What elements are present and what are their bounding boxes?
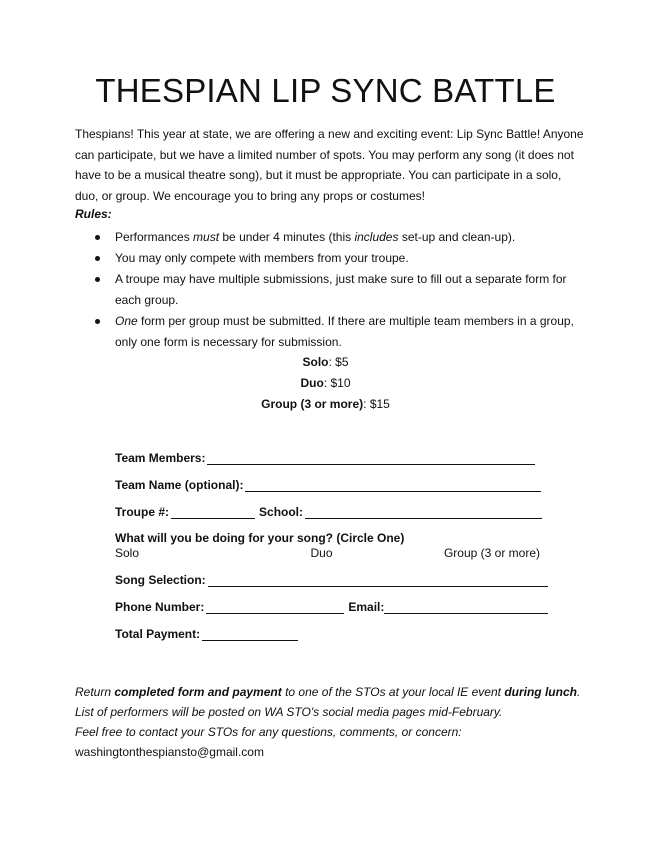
email-field[interactable] bbox=[384, 601, 548, 614]
rule-item: You may only compete with members from your troupe. bbox=[95, 248, 575, 269]
email-label: Email: bbox=[348, 600, 385, 614]
option-duo[interactable]: Duo bbox=[310, 546, 333, 560]
option-group[interactable]: Group (3 or more) bbox=[443, 546, 540, 560]
contact-email[interactable]: washingtonthespiansto@gmail.com bbox=[75, 745, 264, 759]
payment-field[interactable] bbox=[202, 628, 298, 641]
rule-item: Performances must be under 4 minutes (this includes set-up and clean-up). bbox=[95, 227, 575, 248]
song-row bbox=[115, 573, 548, 587]
phone-email-row bbox=[115, 600, 548, 614]
rules-heading: Rules: bbox=[75, 207, 112, 221]
phone-field[interactable] bbox=[206, 601, 344, 614]
price-list bbox=[0, 352, 651, 415]
price-solo: Solo: $5 bbox=[302, 355, 349, 369]
team-members-label: Team Members: bbox=[115, 451, 206, 465]
team-name-row bbox=[115, 478, 541, 492]
troupe-field[interactable] bbox=[171, 506, 255, 519]
footer-notes bbox=[75, 682, 595, 762]
price-group: Group (3 or more): $15 bbox=[261, 397, 390, 411]
footer-return-line: Return completed form and payment to one of the STOs at your local IE event during lunch. bbox=[75, 685, 581, 699]
song-label: Song Selection: bbox=[115, 573, 206, 587]
song-field[interactable] bbox=[208, 574, 548, 587]
school-field[interactable] bbox=[305, 506, 542, 519]
team-name-label: Team Name (optional): bbox=[115, 478, 244, 492]
phone-label: Phone Number: bbox=[115, 600, 205, 614]
option-solo[interactable]: Solo bbox=[115, 546, 140, 560]
team-members-row bbox=[115, 451, 535, 465]
troupe-school-row bbox=[115, 505, 542, 519]
circle-options bbox=[115, 546, 540, 560]
rule-item: A troupe may have multiple submissions, just make sure to fill out a separate form for each group. bbox=[95, 269, 575, 311]
footer-contact-line: Feel free to contact your STOs for any questions, comments, or concern: bbox=[75, 725, 462, 739]
circle-question: What will you be doing for your song? (Circle One) bbox=[115, 531, 405, 545]
page-title: THESPIAN LIP SYNC BATTLE bbox=[95, 72, 556, 109]
intro-paragraph: Thespians! This year at state, we are offering a new and exciting event: Lip Sync Battle! Anyone can participate, but we have a limited number of spots. You may perform any song (it does not have to be a musical theatre song), but it must be appropriate. You can participate in a solo, duo, or group. We encourage you to bring any props or costumes! bbox=[75, 127, 584, 203]
team-name-field[interactable] bbox=[245, 479, 541, 492]
price-duo: Duo: $10 bbox=[300, 376, 351, 390]
team-members-field[interactable] bbox=[207, 452, 535, 465]
troupe-label: Troupe #: bbox=[115, 505, 170, 519]
rules-list bbox=[95, 227, 575, 353]
payment-label: Total Payment: bbox=[115, 627, 201, 641]
payment-row bbox=[115, 627, 298, 641]
rule-item: One form per group must be submitted. If there are multiple team members in a group, only one form is necessary for submission. bbox=[95, 311, 575, 353]
school-label: School: bbox=[259, 505, 304, 519]
footer-posting-line: List of performers will be posted on WA STO's social media pages mid-February. bbox=[75, 705, 503, 719]
